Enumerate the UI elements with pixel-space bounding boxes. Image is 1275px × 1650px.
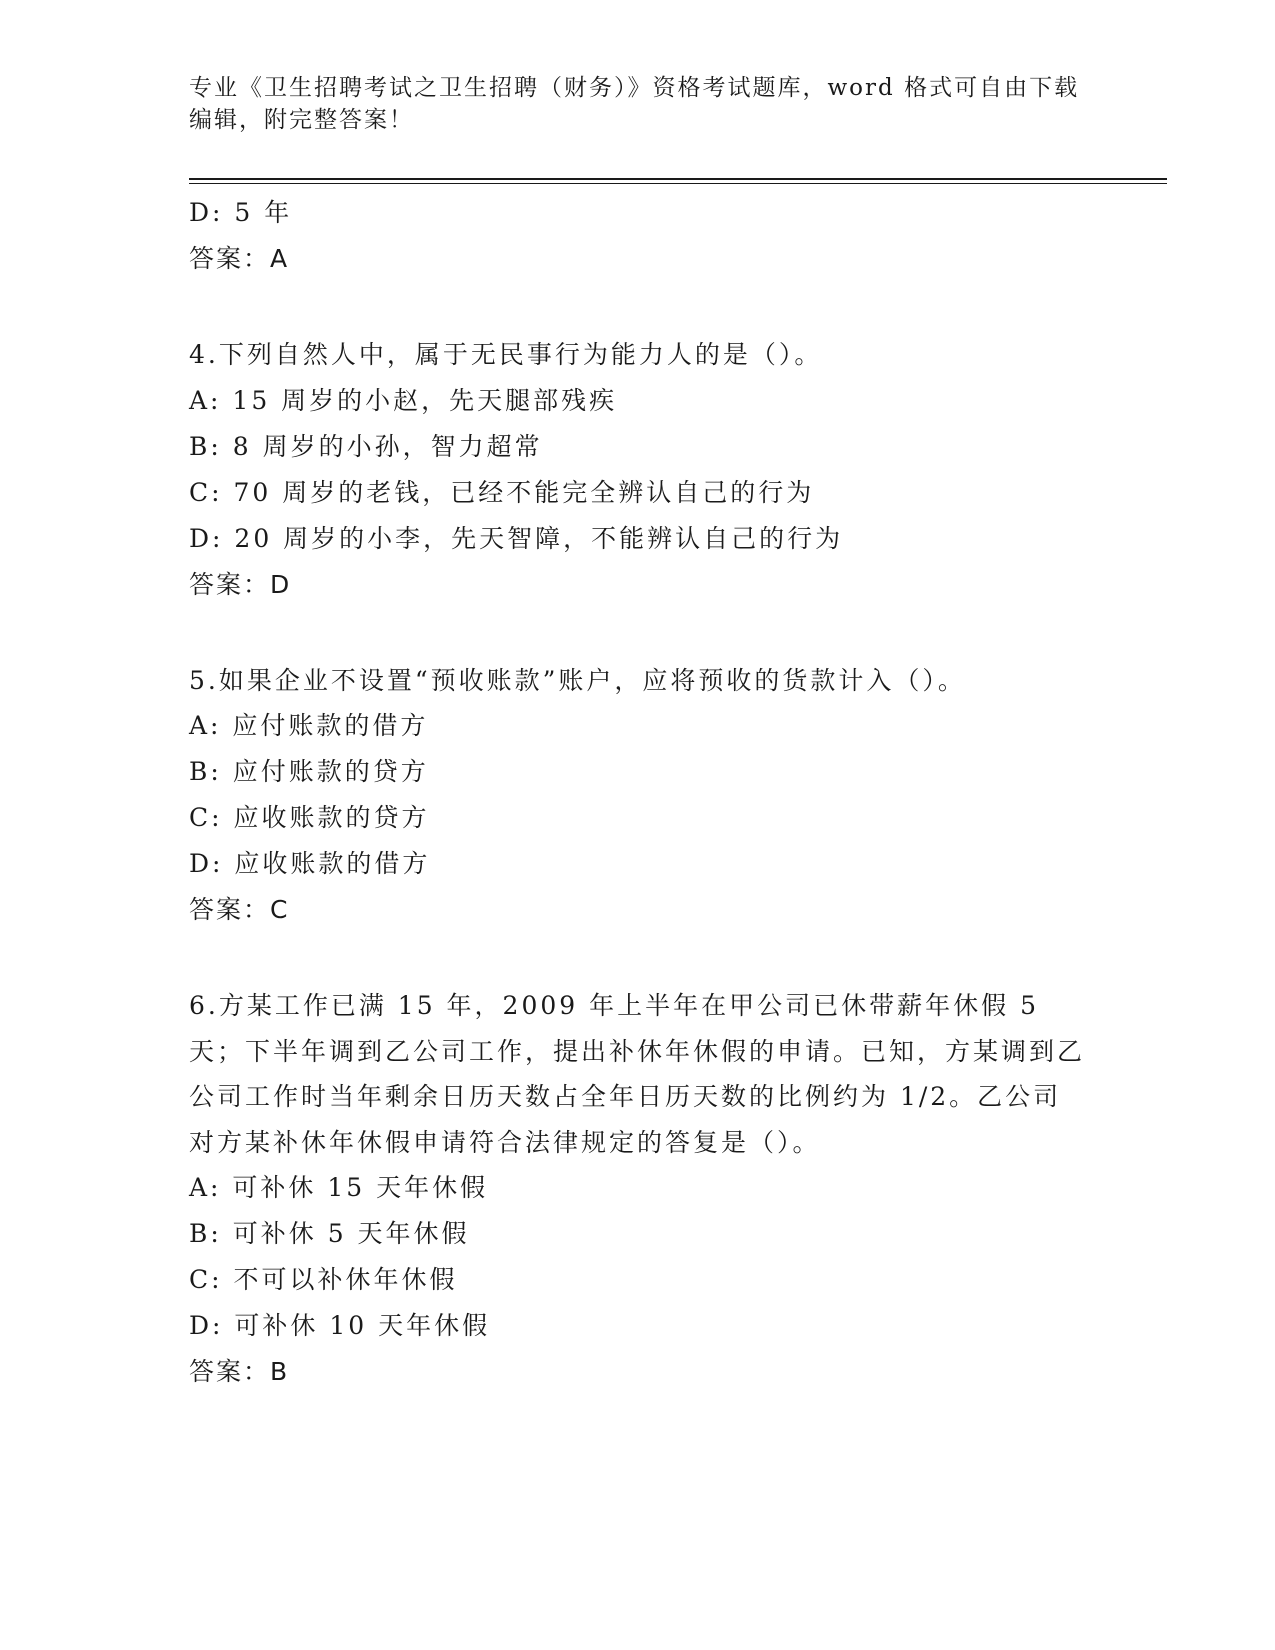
option-a: A: 15 周岁的小赵，先天腿部残疾 — [189, 385, 618, 415]
option-d: D: 20 周岁的小李，先天智障，不能辨认自己的行为 — [189, 523, 844, 553]
option-c: C: 70 周岁的老钱，已经不能完全辨认自己的行为 — [189, 477, 815, 507]
question-spacer — [189, 933, 1089, 983]
option-a: A: 可补休 15 天年休假 — [189, 1173, 489, 1202]
question-spacer — [189, 282, 1089, 332]
answer-line: 答案：A — [189, 244, 290, 273]
option-b: B: 应付账款的贷方 — [189, 757, 429, 786]
question-stem: 4.下列自然人中，属于无民事行为能力人的是（）。 — [189, 340, 823, 369]
option-d: D: 5 年 — [189, 198, 293, 227]
question-stem: 5.如果企业不设置“预收账款”账户，应将预收的货款计入（）。 — [189, 665, 966, 695]
page-header: 专业《卫生招聘考试之卫生招聘（财务）》资格考试题库，word 格式可自由下载编辑，附完整答案！ — [189, 75, 1080, 133]
question-spacer — [189, 608, 1089, 658]
option-d: D: 应收账款的借方 — [189, 849, 431, 878]
prev-question-tail — [189, 190, 1089, 282]
option-b: B: 可补休 5 天年休假 — [189, 1219, 470, 1248]
answer-line: 答案：D — [189, 569, 292, 599]
option-c: C: 应收账款的贷方 — [189, 803, 430, 832]
question-5 — [189, 658, 1089, 934]
question-list — [189, 190, 1089, 1395]
header-divider-thick — [189, 178, 1167, 180]
question-4 — [189, 332, 1089, 608]
answer-line: 答案：C — [189, 895, 290, 924]
question-stem: 6.方某工作已满 15 年，2009 年上半年在甲公司已休带薪年休假 5 天；下半年调到乙公司工作，提出补休年休假的申请。已知，方某调到乙公司工作时当年剩余日历天数占全年日历天数的比例约为 1/2。乙公司对方某补休年休假申请符合法律规定的答复是（）。 — [189, 991, 1086, 1157]
question-6 — [189, 983, 1089, 1395]
option-a: A: 应付账款的借方 — [189, 711, 429, 740]
option-c: C: 不可以补休年休假 — [189, 1265, 458, 1294]
option-d: D: 可补休 10 天年休假 — [189, 1311, 491, 1340]
header-divider-thin — [189, 183, 1167, 184]
option-b: B: 8 周岁的小孙，智力超常 — [189, 431, 543, 461]
answer-line: 答案：B — [189, 1357, 290, 1386]
